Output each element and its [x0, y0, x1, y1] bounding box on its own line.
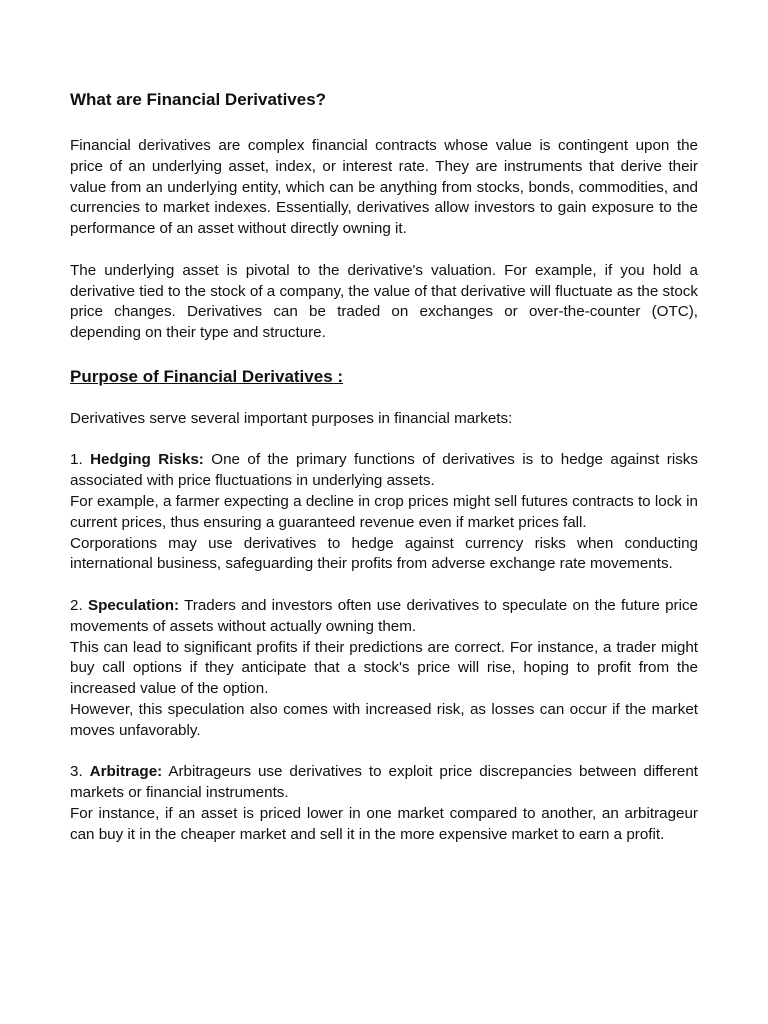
purpose-lead [70, 596, 698, 638]
purpose-item-hedging [70, 450, 698, 575]
intro-paragraph-1: Financial derivatives are complex financial contracts whose value is contingent upon the price of an underlying asset, index, or interest rate. They are instruments that derive their value from an underlying entity, which can be anything from stocks, bonds, commodities, and currencies to market indexes. Essentially, derivatives allow investors to gain exposure to the performance of an asset without directly owning it. [70, 137, 698, 238]
section-heading: Purpose of Financial Derivatives : [70, 366, 344, 386]
purpose-paragraph: For instance, if an asset is priced lower in one market compared to another, an arbitrageur can buy it in the cheaper market and sell it in the more expensive market to earn a profit. [70, 804, 698, 843]
purpose-lead [70, 762, 698, 804]
purpose-term: Arbitrage: [89, 763, 163, 781]
purpose-item-arbitrage [70, 762, 698, 845]
purpose-lead-text: One of the primary functions of derivatives is to hedge against risks associated with price fluctuations in underlying assets. [70, 451, 698, 490]
purpose-lead-text: Traders and investors often use derivatives to speculate on the future price movements of assets without actually owning them. [70, 596, 698, 635]
purpose-paragraph: For example, a farmer expecting a decline in crop prices might sell futures contracts to lock in current prices, thus ensuring a guaranteed revenue even if market prices fall. [70, 492, 698, 531]
purpose-term: Hedging Risks: [90, 451, 204, 469]
purpose-lead-text: Arbitrageurs use derivatives to exploit price discrepancies between different markets or financial instruments. [70, 763, 698, 802]
purpose-term: Speculation: [87, 596, 180, 614]
purpose-paragraph: This can lead to significant profits if their predictions are correct. For instance, a trader might buy call options if they anticipate that a stock's price will rise, hoping to profit from the increased value of the option. [70, 638, 698, 698]
purpose-item-speculation [70, 596, 698, 742]
purpose-lead [70, 450, 698, 492]
purpose-number: 3. [70, 763, 83, 781]
purpose-number: 1. [70, 451, 83, 469]
purpose-paragraph: Corporations may use derivatives to hedge against currency risks when conducting international business, safeguarding their profits from adverse exchange rate movements. [70, 534, 698, 573]
intro-paragraph-2: The underlying asset is pivotal to the derivative's valuation. For example, if you hold a derivative tied to the stock of a company, the value of that derivative will fluctuate as the stock price changes. Derivatives can be traded on exchanges or over-the-counter (OTC), depending on their type and structure. [70, 261, 698, 342]
purpose-number: 2. [70, 596, 83, 614]
page-title: What are Financial Derivatives? [70, 90, 327, 109]
purpose-paragraph: However, this speculation also comes with increased risk, as losses can occur if the market moves unfavorably. [70, 700, 698, 739]
purpose-intro: Derivatives serve several important purposes in financial markets: [70, 409, 513, 427]
